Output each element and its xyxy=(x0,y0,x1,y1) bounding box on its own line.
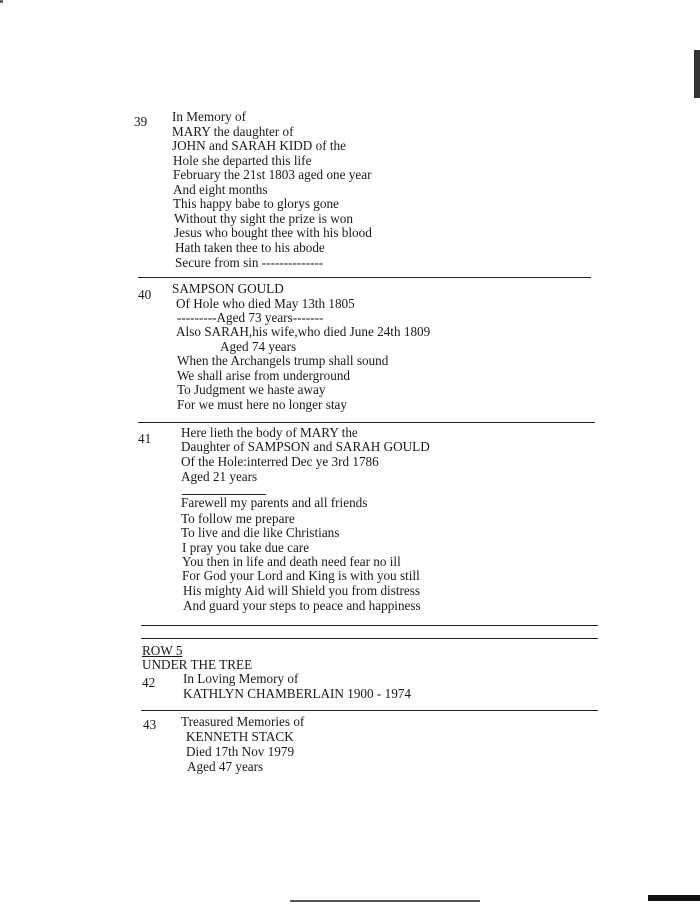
inscription-line: Aged 21 years xyxy=(181,469,258,484)
inscription-line: Secure from sin -------------- xyxy=(175,255,324,270)
entry-number: 39 xyxy=(134,114,148,129)
divider-rule xyxy=(141,638,598,639)
scan-edge-mark xyxy=(694,50,700,98)
inscription-line: Jesus who bought thee with his blood xyxy=(174,225,372,240)
inscription-line: And eight months xyxy=(173,182,268,197)
inscription-line: Of the Hole:interred Dec ye 3rd 1786 xyxy=(181,454,379,469)
verse-line: To live and die like Christians xyxy=(181,525,340,540)
inscription-line: Also SARAH,his wife,who died June 24th 1809 xyxy=(176,324,431,339)
divider-rule xyxy=(141,625,598,626)
inscription-line: To Judgment we haste away xyxy=(177,382,326,397)
inscription-line: In Memory of xyxy=(172,109,246,124)
inscription-line: In Loving Memory of xyxy=(183,671,299,686)
verse-line: I pray you take due care xyxy=(182,540,310,555)
inscription-line: KENNETH STACK xyxy=(186,729,294,744)
inscription-line: SAMPSON GOULD xyxy=(172,281,284,296)
inscription-line: ---------Aged 73 years------- xyxy=(177,310,324,325)
scan-edge-mark xyxy=(648,895,700,901)
inscription-line: For we must here no longer stay xyxy=(177,397,347,412)
inscription-line: JOHN and SARAH KIDD of the xyxy=(172,138,346,153)
inscription-line: February the 21st 1803 aged one year xyxy=(173,167,372,182)
entry-number: 43 xyxy=(143,717,157,732)
scan-edge-mark xyxy=(290,900,480,902)
inscription-line: Without thy sight the prize is won xyxy=(174,211,353,226)
inscription-line: Hath taken thee to his abode xyxy=(175,240,325,255)
inscription-line: Aged 74 years xyxy=(220,339,297,354)
verse-line: And guard your steps to peace and happiness xyxy=(183,598,421,613)
entry-number: 40 xyxy=(138,287,152,302)
verse-line: For God your Lord and King is with you still xyxy=(182,568,420,583)
inscription-line: Here lieth the body of MARY the xyxy=(181,425,358,440)
entry-number: 41 xyxy=(138,431,152,446)
divider-rule xyxy=(141,710,598,711)
inscription-line: Aged 47 years xyxy=(187,759,264,774)
inscription-line: When the Archangels trump shall sound xyxy=(177,353,389,368)
inscription-line: Treasured Memories of xyxy=(181,714,305,729)
row-label: ROW 5 xyxy=(142,643,183,658)
inscription-line: We shall arise from underground xyxy=(177,368,351,383)
inscription-line: Died 17th Nov 1979 xyxy=(186,744,295,759)
inscription-line: KATHLYN CHAMBERLAIN 1900 - 1974 xyxy=(183,686,411,701)
inscription-line: Of Hole who died May 13th 1805 xyxy=(176,296,355,311)
divider-rule xyxy=(138,422,595,423)
verse-line: You then in life and death need fear no ill xyxy=(182,554,401,569)
inscription-line: Daughter of SAMPSON and SARAH GOULD xyxy=(181,439,430,454)
entry-number: 42 xyxy=(142,675,156,690)
verse-line: To follow me prepare xyxy=(181,511,295,526)
section-subtitle: UNDER THE TREE xyxy=(142,657,253,672)
inscription-line: MARY the daughter of xyxy=(172,124,294,139)
scan-edge-mark xyxy=(0,0,3,3)
verse-line: His mighty Aid will Shield you from distress xyxy=(183,583,421,598)
inscription-line: Hole she departed this life xyxy=(173,153,312,168)
divider-rule xyxy=(138,277,591,278)
verse-line: Farewell my parents and all friends xyxy=(181,495,368,510)
inscription-line: This happy babe to glorys gone xyxy=(173,196,339,211)
